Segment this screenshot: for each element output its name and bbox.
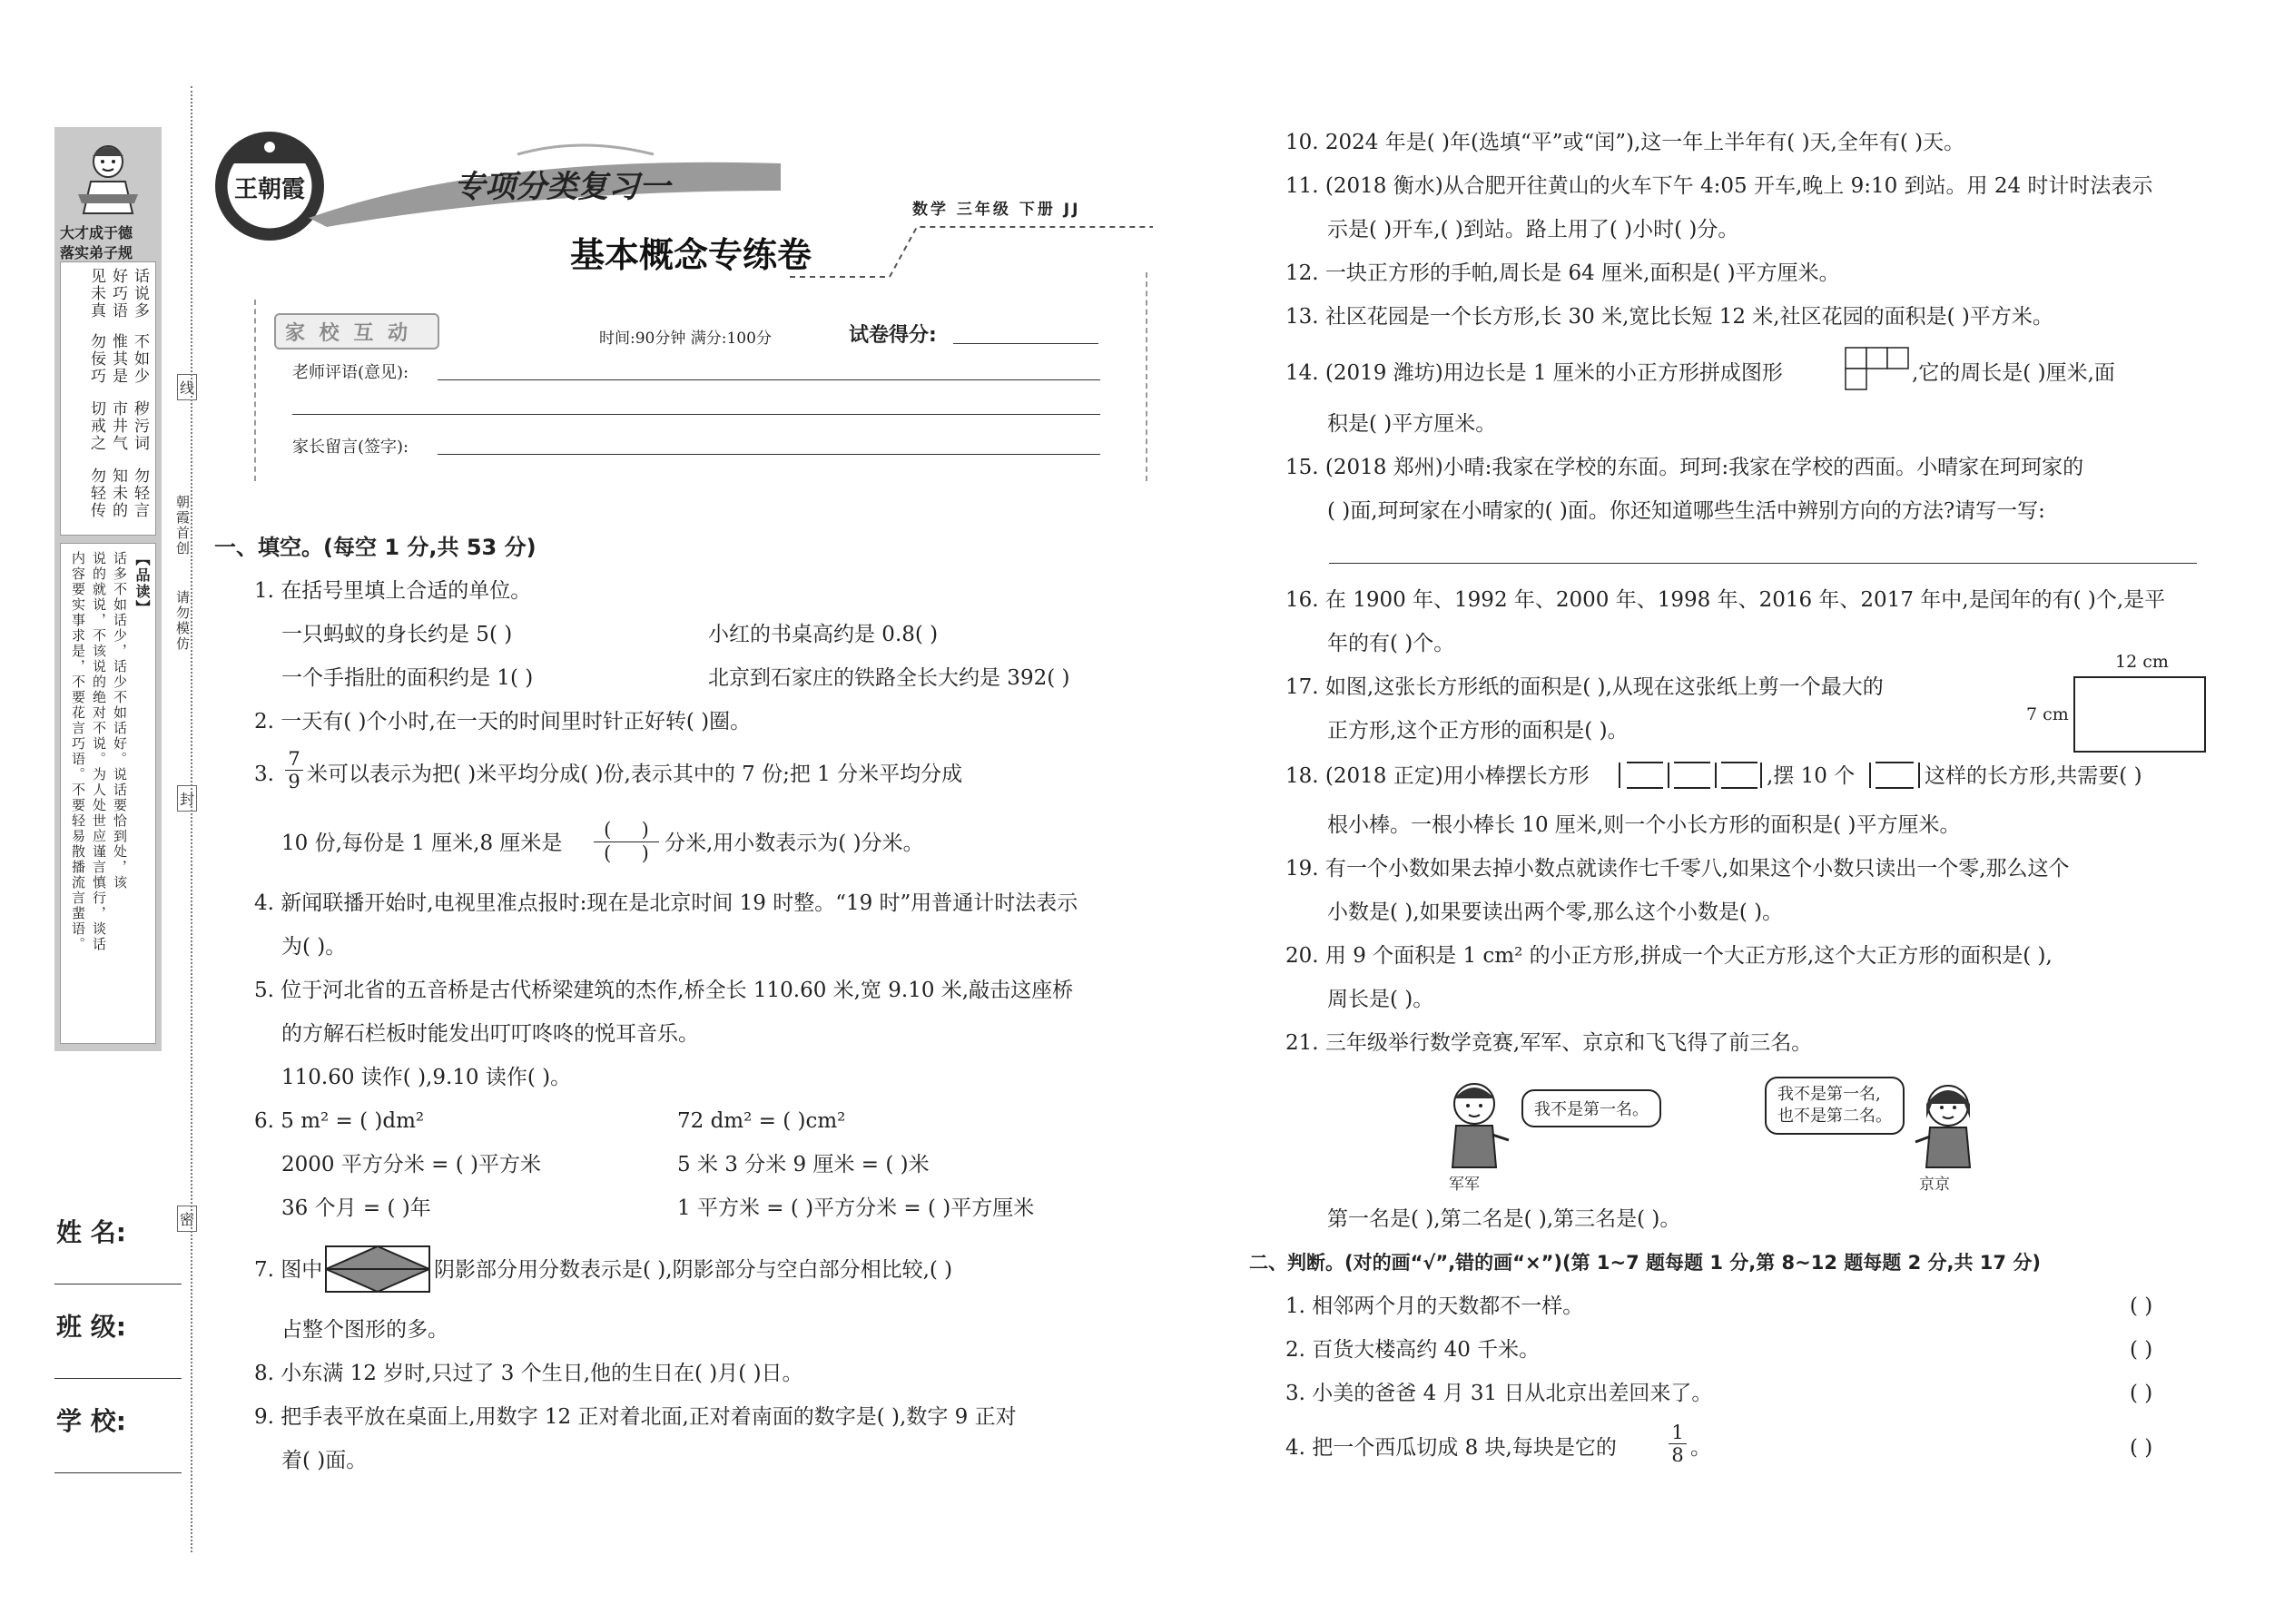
q18-figure-b xyxy=(1868,759,1923,792)
q6-f[interactable]: 1 平方米 = ( )平方分米 = ( )平方厘米 xyxy=(677,1196,1035,1220)
header-left-bracket xyxy=(254,300,283,481)
bind-mark-1: 线 xyxy=(177,374,197,400)
side-note-1: 朝霞首创 xyxy=(174,495,191,556)
judge-item-4: 4. 把一个西瓜切成 8 块,每块是它的 xyxy=(1285,1436,1617,1460)
q2[interactable]: 2. 一天有( )个小时,在一天的时间里时针正好转( )圈。 xyxy=(254,710,752,733)
header-right-bracket xyxy=(1118,272,1147,481)
q5-line1: 5. 位于河北省的五音桥是古代桥梁建筑的杰作,桥全长 110.60 米,宽 9.10 米,敲击这座桥 xyxy=(254,979,1074,1002)
school-label: 学 校: xyxy=(56,1406,126,1436)
school-field[interactable] xyxy=(54,1472,182,1473)
poem-col: 好巧语 xyxy=(109,268,127,320)
q11-line2[interactable]: 示是( )开车,( )到站。路上用了( )小时( )分。 xyxy=(1327,218,1739,241)
q1-b[interactable]: 小红的书桌高约是 0.8( ) xyxy=(708,623,939,646)
sidebar-panel xyxy=(54,127,162,1051)
poem-box xyxy=(60,261,156,536)
q17-dim-side: 7 cm xyxy=(2026,704,2069,724)
junjun-figure xyxy=(1440,1077,1512,1176)
class-label: 班 级: xyxy=(56,1312,126,1342)
judge-4-fraction-den: 8 xyxy=(1671,1444,1684,1466)
poem-col: 秽污词 xyxy=(131,400,149,452)
bind-mark-3: 密 xyxy=(177,1206,197,1232)
q14-line2[interactable]: 积是( )平方厘米。 xyxy=(1327,412,1497,436)
q3-fraction xyxy=(285,748,303,792)
q4-line1: 4. 新闻联播开始时,电视里准点报时:现在是北京时间 19 时整。“19 时”用普通计时法表示 xyxy=(254,891,1078,915)
jingjing-bubble-line-2: 也不是第二名。 xyxy=(1777,1107,1892,1126)
q15-line2[interactable]: ( )面,珂珂家在小晴家的( )面。你还知道哪些生活中辨别方向的方法?请写一写: xyxy=(1327,499,2045,523)
judge-answer-4[interactable]: ( ) xyxy=(2130,1436,2153,1460)
judge-4-fraction-num: 1 xyxy=(1669,1422,1687,1444)
q11-line1: 11. (2018 衡水)从合肥开往黄山的火车下午 4:05 开车,晚上 9:10 到站。用 24 时计时法表示 xyxy=(1285,174,2153,198)
q18-figure-a xyxy=(1618,759,1763,792)
q3-blank-fraction[interactable]: ( ) ( ) xyxy=(594,819,659,865)
poem-col: 见未真 xyxy=(87,268,105,320)
reading-col: 说的就说，不该说的绝对不说。为人处世应谨言慎行，谈话 xyxy=(91,551,107,952)
family-label-box xyxy=(274,313,439,349)
q17-line2[interactable]: 正方形,这个正方形的面积是( )。 xyxy=(1327,719,1629,743)
q6-a[interactable]: 6. 5 m² = ( )dm² xyxy=(254,1109,425,1133)
q18-line1c[interactable]: 这样的长方形,共需要( ) xyxy=(1925,764,2142,788)
q5-line3[interactable]: 110.60 读作( ),9.10 读作( )。 xyxy=(281,1066,572,1089)
q14-line1a: 14. (2019 潍坊)用边长是 1 厘米的小正方形拼成图形 xyxy=(1285,361,1783,385)
junjun-bubble-text: 我不是第一名。 xyxy=(1534,1100,1649,1119)
q6-e[interactable]: 36 个月 = ( )年 xyxy=(281,1196,431,1220)
judge-answer-1[interactable]: ( ) xyxy=(2130,1294,2153,1318)
q7-line1a: 7. 图中 xyxy=(254,1258,323,1282)
q7-figure xyxy=(325,1245,430,1293)
parent-comment-line[interactable] xyxy=(438,454,1100,455)
q3-fraction-den: 9 xyxy=(288,771,300,792)
section-2-title: 二、判断。(对的画“√”,错的画“×”)(第 1~7 题每题 1 分,第 8~12 题每题 2 分,共 17 分) xyxy=(1249,1252,2041,1274)
judge-answer-2[interactable]: ( ) xyxy=(2130,1338,2153,1362)
q5-line2: 的方解石栏板时能发出叮叮咚咚的悦耳音乐。 xyxy=(281,1022,699,1046)
q12[interactable]: 12. 一块正方形的手帕,周长是 64 厘米,面积是( )平方厘米。 xyxy=(1285,261,1840,285)
junjun-name: 军军 xyxy=(1449,1176,1480,1194)
family-label: 家 校 互 动 xyxy=(285,322,411,345)
reading-box xyxy=(60,543,156,1044)
jingjing-name: 京京 xyxy=(1919,1176,1950,1194)
paper-title: 基本概念专练卷 xyxy=(570,235,812,275)
jingjing-figure xyxy=(1912,1077,1984,1176)
judge-4-fraction xyxy=(1669,1422,1687,1466)
q6-d[interactable]: 5 米 3 分米 9 厘米 = ( )米 xyxy=(677,1153,930,1176)
q9-line2[interactable]: 着( )面。 xyxy=(281,1449,368,1472)
q14-line1b[interactable]: ,它的周长是( )厘米,面 xyxy=(1912,361,2115,385)
junjun-bubble xyxy=(1521,1089,1661,1127)
subject-meta: 数学 三年级 下册 JJ xyxy=(912,201,1081,219)
poem-col: 勿轻言 xyxy=(131,468,149,519)
poem-col: 知未的 xyxy=(109,468,127,519)
class-field[interactable] xyxy=(54,1378,182,1379)
mascot-image xyxy=(74,136,142,218)
q1: 1. 在括号里填上合适的单位。 xyxy=(254,579,532,603)
name-label: 姓 名: xyxy=(56,1217,126,1247)
bind-mark-2: 封 xyxy=(177,785,197,812)
q3-line2b[interactable]: 分米,用小数表示为( )分米。 xyxy=(665,832,924,855)
q15-line1: 15. (2018 郑州)小晴:我家在学校的东面。珂珂:我家在学校的西面。小晴家在珂珂家的 xyxy=(1285,456,2084,479)
banner-title: 专项分类复习一 xyxy=(454,169,670,205)
score-field[interactable] xyxy=(953,343,1098,344)
jingjing-bubble-line-1: 我不是第一名, xyxy=(1777,1085,1881,1104)
q20-line1[interactable]: 20. 用 9 个面积是 1 cm² 的小正方形,拼成一个大正方形,这个大正方形的面积是( ), xyxy=(1285,944,2053,968)
q4-line2[interactable]: 为( )。 xyxy=(281,935,347,959)
q19-line2[interactable]: 小数是( ),如果要读出两个零,那么这个小数是( )。 xyxy=(1327,901,1784,924)
q9-line1[interactable]: 9. 把手表平放在桌面上,用数字 12 正对着北面,正对着南面的数字是( ),数字 9 正对 xyxy=(254,1405,1017,1429)
jingjing-bubble xyxy=(1765,1077,1905,1135)
section-1-title: 一、填空。(每空 1 分,共 53 分) xyxy=(214,535,537,560)
q16-line2[interactable]: 年的有( )个。 xyxy=(1327,632,1455,655)
q21-answer[interactable]: 第一名是( ),第二名是( ),第三名是( )。 xyxy=(1327,1207,1681,1231)
poem-col: 惟其是 xyxy=(109,333,127,385)
poem-col: 勿轻传 xyxy=(87,468,105,519)
reading-col: 话多不如话少，话少不如话好。说话要恰到处，该 xyxy=(112,551,128,891)
judge-item-1: 1. 相邻两个月的天数都不一样。 xyxy=(1285,1294,1584,1318)
q13[interactable]: 13. 社区花园是一个长方形,长 30 米,宽比长短 12 米,社区花园的面积是( )平方米。 xyxy=(1285,305,2053,329)
q14-figure xyxy=(1845,347,1910,392)
q18-line1b: ,摆 10 个 xyxy=(1767,764,1856,788)
q6-b[interactable]: 72 dm² = ( )cm² xyxy=(677,1109,846,1133)
q8[interactable]: 8. 小东满 12 岁时,只过了 3 个生日,他的生日在( )月( )日。 xyxy=(254,1362,803,1385)
q7-line1b[interactable]: 阴影部分用分数表示是( ),阴影部分与空白部分相比较,( ) xyxy=(434,1258,953,1282)
q19-line1: 19. 有一个小数如果去掉小数点就读作七千零八,如果这个小数只读出一个零,那么这个 xyxy=(1285,857,2070,881)
teacher-comment-line-1[interactable] xyxy=(438,379,1100,380)
poem-col: 勿佞巧 xyxy=(87,333,105,385)
side-note-2: 请勿模仿 xyxy=(174,590,191,652)
teacher-label: 老师评语(意见): xyxy=(292,363,409,382)
reading-col: 内容要实事求是，不要花言巧语。不要轻易散播流言蜚语。 xyxy=(70,551,86,952)
poem-col: 不如少 xyxy=(131,333,149,385)
reading-title: 【品读】 xyxy=(133,551,151,616)
q10[interactable]: 10. 2024 年是( )年(选填“平”或“闰”),这一年上半年有( )天,全年有( )天。 xyxy=(1285,131,1965,154)
motto-line-1: 大才成于德 xyxy=(60,224,133,241)
time-info: 时间:90分钟 满分:100分 xyxy=(599,330,772,348)
judge-item-4-end: 。 xyxy=(1690,1436,1711,1460)
q7-line2: 占整个图形的多。 xyxy=(281,1318,448,1342)
q1-d[interactable]: 北京到石家庄的铁路全长大约是 392( ) xyxy=(708,666,1070,690)
teacher-comment-line-2[interactable] xyxy=(292,414,1100,415)
q1-a[interactable]: 一只蚂蚁的身长约是 5( ) xyxy=(281,623,513,646)
q21-line1: 21. 三年级举行数学竞赛,军军、京京和飞飞得了前三名。 xyxy=(1285,1031,1813,1055)
q18-line1a: 18. (2018 正定)用小棒摆长方形 xyxy=(1285,764,1590,788)
q3-line1[interactable]: 米可以表示为把( )米平均分成( )份,表示其中的 7 份;把 1 分米平均分成 xyxy=(307,763,963,786)
q1-c[interactable]: 一个手指肚的面积约是 1( ) xyxy=(281,666,534,690)
q17-line1[interactable]: 17. 如图,这张长方形纸的面积是( ),从现在这张纸上剪一个最大的 xyxy=(1285,675,1884,699)
poem-col: 话说多 xyxy=(131,268,149,320)
q3-line2a: 10 份,每份是 1 厘米,8 厘米是 xyxy=(281,832,563,855)
q20-line2[interactable]: 周长是( )。 xyxy=(1327,988,1434,1011)
title-dash-line xyxy=(790,209,1153,281)
q3-fraction-num: 7 xyxy=(285,748,303,771)
q3-number: 3. xyxy=(254,763,274,786)
q15-answer-line[interactable] xyxy=(1329,563,2197,564)
score-label: 试卷得分: xyxy=(849,324,937,347)
q16-line1[interactable]: 16. 在 1900 年、1992 年、2000 年、1998 年、2016 年、2017 年中,是闰年的有( )个,是平 xyxy=(1285,588,2166,612)
judge-answer-3[interactable]: ( ) xyxy=(2130,1382,2153,1405)
poem-col: 市井气 xyxy=(109,400,127,452)
judge-item-2: 2. 百货大楼高约 40 千米。 xyxy=(1285,1338,1541,1362)
q17-dim-top: 12 cm xyxy=(2115,652,2169,672)
motto-line-2: 落实弟子规 xyxy=(60,244,133,261)
judge-item-3: 3. 小美的爸爸 4 月 31 日从北京出差回来了。 xyxy=(1285,1382,1713,1405)
poem-col: 切戒之 xyxy=(87,400,105,452)
q6-c[interactable]: 2000 平方分米 = ( )平方米 xyxy=(281,1153,541,1176)
q18-line2[interactable]: 根小棒。一根小棒长 10 厘米,则一个小长方形的面积是( )平方厘米。 xyxy=(1327,813,1961,837)
q17-rectangle xyxy=(2073,676,2206,753)
parent-label: 家长留言(签字): xyxy=(292,438,409,457)
logo-text: 王朝霞 xyxy=(234,176,306,203)
binding-line xyxy=(191,86,192,1552)
